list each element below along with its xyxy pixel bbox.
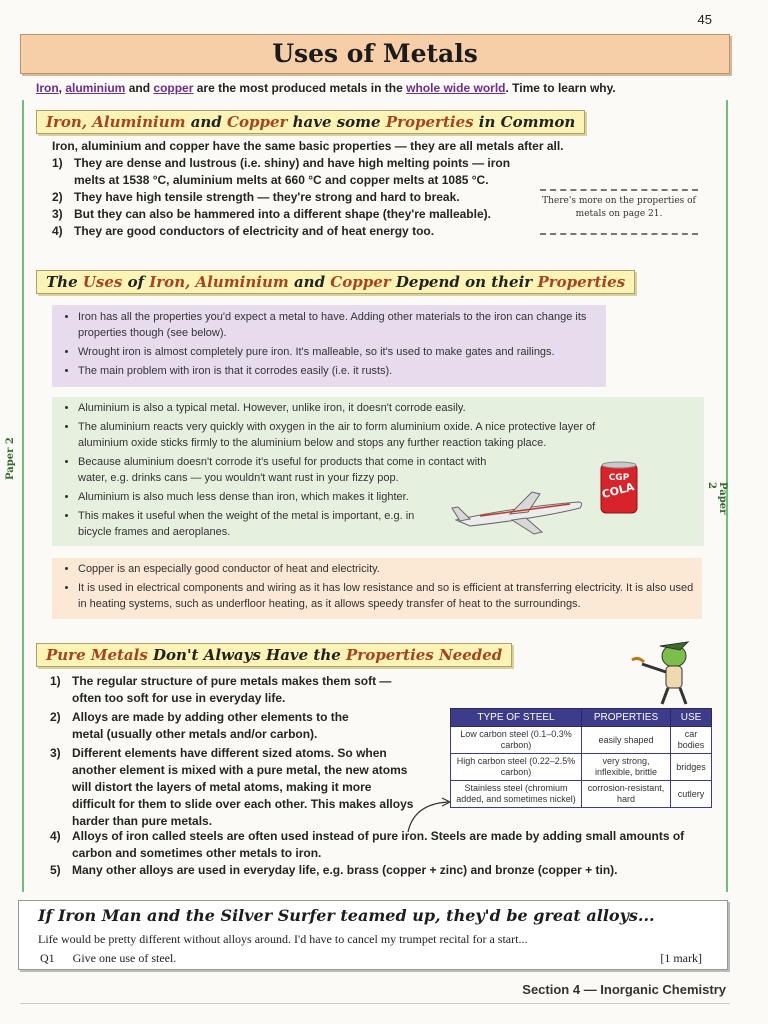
table-row [451, 727, 712, 754]
intro-line: Iron, aluminium and copper are the most produced metals in the whole wide world. Time to learn why. [36, 81, 616, 95]
item-number: 4) [50, 829, 61, 843]
item-number: 3) [50, 746, 61, 760]
section1-heading [36, 110, 585, 134]
table-header: TYPE OF STEEL [451, 709, 582, 727]
item-text: But they can also be hammered into a different shape (they're malleable). [74, 207, 491, 221]
item-text: Alloys of iron called steels are often used instead of pure iron. Steels are made by adding small amounts of carbon and sometimes other metals to iron. [72, 829, 685, 860]
iron-point: • Iron has all the properties you'd expect a metal to have. Adding other materials to the iron can change its properties though (see below). [78, 309, 606, 341]
item-number: 2) [50, 710, 61, 724]
table-cell: bridges [671, 754, 712, 781]
section2-heading [36, 270, 635, 294]
item-number: 3) [52, 207, 63, 221]
drinks-can-illustration [598, 460, 640, 516]
table-cell: High carbon steel (0.22–2.5% carbon) [451, 754, 582, 781]
curved-arrow-icon [404, 796, 456, 836]
table-header: USE [671, 709, 712, 727]
question-q1 [40, 951, 176, 966]
steel-table-wrapper [450, 708, 712, 808]
section3-heading [36, 643, 512, 667]
question-box-text: Life would be pretty different without alloys around. I'd have to cancel my trumpet recital for a start... [38, 932, 528, 946]
page-footer: Section 4 — Inorganic Chemistry [522, 982, 726, 997]
page-number: 45 [697, 12, 712, 27]
arrow-to-stainless [404, 796, 456, 836]
item-text: Alloys are made by adding other elements to the metal (usually other metals and/or carbon). [72, 710, 349, 741]
page-title: Uses of Metals [20, 34, 730, 74]
steel-table [450, 708, 712, 808]
intro-mid: are the most produced metals in the [196, 81, 403, 95]
item-number: 4) [52, 224, 63, 238]
heading-part: and [185, 113, 228, 131]
list-item [50, 828, 710, 862]
table-cell: easily shaped [582, 727, 671, 754]
heading-part: of [122, 273, 150, 291]
heading-part: Uses [82, 273, 123, 291]
heading-part: Copper [227, 113, 288, 131]
section3-list-part1 [50, 673, 430, 830]
item-number: 1) [50, 674, 61, 688]
aeroplane-icon [450, 490, 586, 536]
list-item [50, 862, 710, 879]
table-row [451, 754, 712, 781]
heading-part: Pure Metals [46, 646, 148, 664]
aeroplane-illustration [450, 490, 586, 536]
heading-part: Depend on their [390, 273, 538, 291]
cartoon-character-illustration [630, 636, 706, 706]
heading-part: Copper [330, 273, 391, 291]
list-item [52, 155, 532, 189]
side-tag-left: Paper 2 [5, 437, 16, 480]
aluminium-point: • This makes it useful when the weight of the metal is important, e.g. in bicycle frames and aeroplanes. [78, 508, 438, 540]
section3-list-part2 [50, 828, 710, 879]
table-cell: Low carbon steel (0.1–0.3% carbon) [451, 727, 582, 754]
aluminium-point: • Because aluminium doesn't corrode it's useful for products that come in contact with water, e.g. drinks cans — you wouldn't want rust in your fizzy pop. [78, 454, 508, 486]
item-text: Different elements have different sized atoms. So when another element is mixed with a pure metal, the new atoms will distort the layers of metal atoms, making it more difficult for them to slide over each other. This makes alloys harder than pure metals. [72, 746, 414, 828]
heading-part: in Common [473, 113, 576, 131]
side-tag-right: Paper 2 [706, 482, 728, 515]
table-cell: car bodies [671, 727, 712, 754]
table-cell: very strong, inflexible, brittle [582, 754, 671, 781]
copper-point: • It is used in electrical components and wiring as it has low resistance and so is efficient at transferring electricity. It is also used in heating systems, such as underfloor heating, as it allows speedy transfer of heat to the surroundings. [78, 580, 702, 612]
intro-tail: . Time to learn why. [505, 81, 616, 95]
aluminium-point: • Aluminium is also a typical metal. However, unlike iron, it doesn't corrode easily. [78, 400, 598, 416]
item-text: Many other alloys are used in everyday life, e.g. brass (copper + zinc) and bronze (copper + tin). [72, 863, 618, 877]
heading-part: Don't Always Have the [147, 646, 347, 664]
iron-point: • The main problem with iron is that it corrodes easily (i.e. it rusts). [78, 363, 606, 379]
list-item [50, 673, 430, 707]
table-cell: cutlery [671, 781, 712, 808]
page-reference-note: There's more on the properties of metals on page 21. [540, 189, 698, 235]
item-number: 2) [52, 190, 63, 204]
copper-panel [52, 558, 702, 619]
iron-panel [52, 305, 606, 387]
can-label-bottom: COLA [600, 480, 636, 502]
item-number: 1) [52, 156, 63, 170]
item-number: 5) [50, 863, 61, 877]
heading-part: The [46, 273, 83, 291]
item-text: The regular structure of pure metals makes them soft — often too soft for use in everyday life. [72, 674, 392, 705]
intro-copper: copper [153, 81, 194, 95]
question-label: Q1 [40, 951, 55, 965]
intro-aluminium: aluminium [65, 81, 126, 95]
heading-part: and [288, 273, 331, 291]
item-text: They are good conductors of electricity and of heat energy too. [74, 224, 435, 238]
table-row [451, 781, 712, 808]
drinks-can-icon [598, 460, 640, 516]
heading-part: Properties Needed [346, 646, 503, 664]
heading-part: Iron, Aluminium [149, 273, 289, 291]
intro-www: whole wide world [406, 81, 506, 95]
footer-divider [20, 1003, 730, 1004]
item-text: They are dense and lustrous (i.e. shiny) and have high melting points — iron melts at 1538 °C, aluminium melts at 660 °C and copper melts at 1085 °C. [74, 156, 511, 187]
table-cell: corrosion-resistant, hard [582, 781, 671, 808]
intro-and: and [128, 81, 151, 95]
copper-point: • Copper is an especially good conductor of heat and electricity. [78, 561, 702, 577]
heading-part: Iron, Aluminium [46, 113, 186, 131]
section1-lead: Iron, aluminium and copper have the same basic properties — they are all metals after all. [52, 139, 564, 153]
iron-point: • Wrought iron is almost completely pure iron. It's malleable, so it's used to make gates and railings. [78, 344, 606, 360]
can-label-top: CGP [608, 473, 630, 483]
table-cell: Stainless steel (chromium added, and sometimes nickel) [451, 781, 582, 808]
table-header: PROPERTIES [582, 709, 671, 727]
aluminium-point: • The aluminium reacts very quickly with oxygen in the air to form aluminium oxide. A nice protective layer of aluminium oxide sticks firmly to the aluminium below and stops any further reaction taking place. [78, 419, 638, 451]
question-box-title: If Iron Man and the Silver Surfer teamed up, they'd be great alloys... [38, 906, 655, 925]
list-item [50, 745, 430, 830]
question-marks: [1 mark] [660, 951, 702, 965]
aluminium-point: • Aluminium is also much less dense than iron, which makes it lighter. [78, 489, 478, 505]
heading-part: have some [287, 113, 386, 131]
heading-part: Properties [385, 113, 474, 131]
list-item [50, 709, 430, 743]
table-header-row [451, 709, 712, 727]
cartoon-figure-icon [630, 636, 706, 706]
question-text: Give one use of steel. [72, 951, 177, 965]
intro-iron: Iron [36, 81, 59, 95]
heading-part: Properties [537, 273, 626, 291]
item-text: They have high tensile strength — they're strong and hard to break. [74, 190, 460, 204]
